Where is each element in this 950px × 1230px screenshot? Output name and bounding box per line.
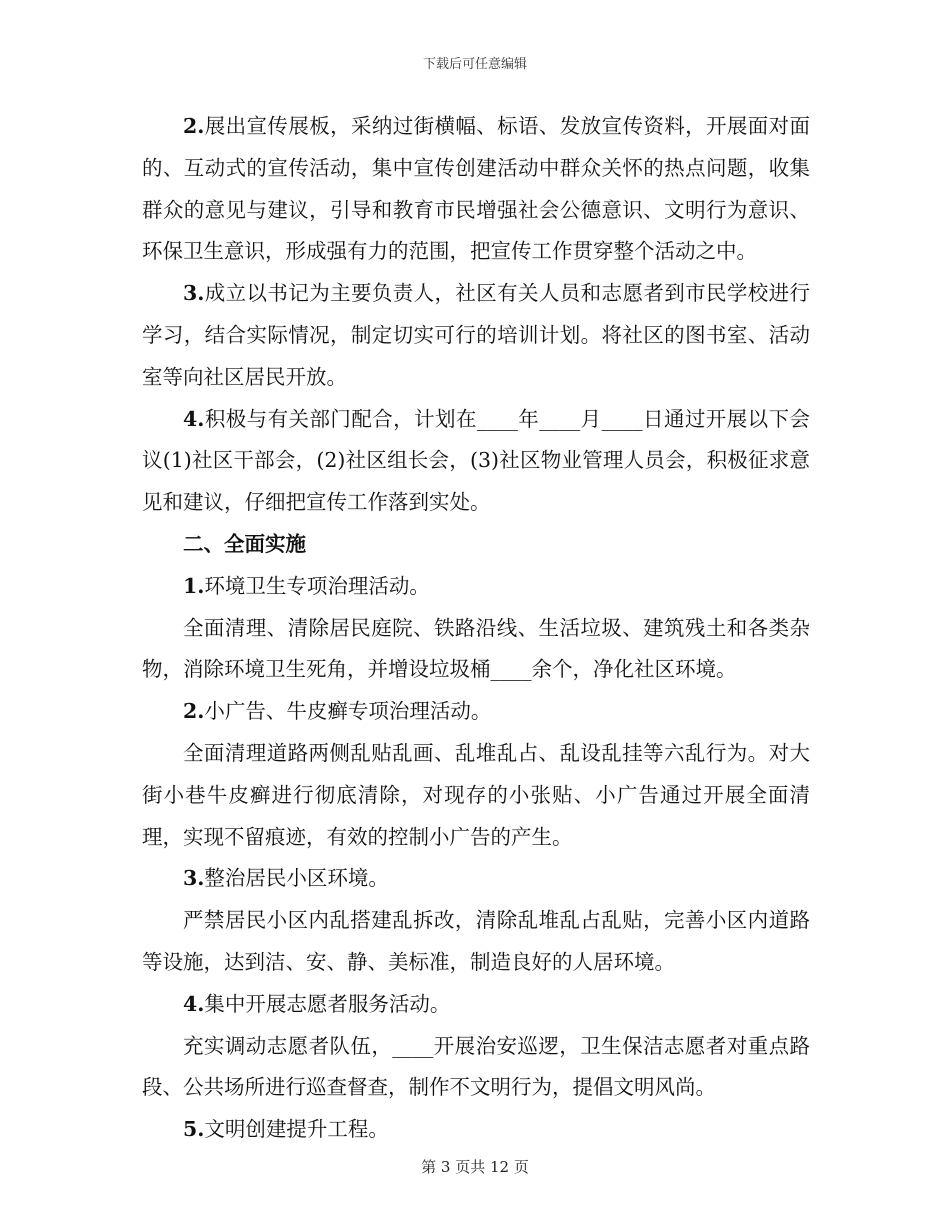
paragraph-text: 小广告、牛皮癣专项治理活动。 [204, 699, 492, 724]
item-number: 3. [183, 281, 205, 306]
page-footer: 第 3 页共 12 页 [421, 1158, 529, 1176]
item-number: 2. [183, 114, 205, 138]
paragraph-text: 整治居民小区环境。 [204, 866, 389, 891]
paragraph-2 [142, 106, 810, 273]
subsection-1-body: 全面清理、清除居民庭院、铁路沿线、生活垃圾、建筑残土和各类杂物，消除环境卫生死角，并增设垃圾桶____余个，净化社区环境。 [142, 615, 810, 682]
subsection-3-title [142, 858, 810, 900]
subsection-2-title [142, 691, 810, 733]
item-number: 2. [183, 699, 205, 724]
item-number: 1. [183, 573, 205, 598]
paragraph-4 [142, 399, 810, 524]
item-number: 4. [183, 406, 205, 431]
item-number: 4. [183, 991, 205, 1016]
subsection-5-title [142, 1109, 810, 1151]
paragraph-text: 集中开展志愿者服务活动。 [204, 991, 451, 1016]
subsection-4-body: 充实调动志愿者队伍，____开展治安巡逻，卫生保洁志愿者对重点路段、公共场所进行巡查督查，制作不文明行为，提倡文明风尚。 [142, 1033, 810, 1100]
paragraph-text: 积极与有关部门配合，计划在____年____月____日通过开展以下会议(1)社区干部会，(2)社区组长会，(3)社区物业管理人员会，积极征求意见和建议，仔细把宣传工作落到实处。 [142, 406, 810, 515]
subsection-2-body: 全面清理道路两侧乱贴乱画、乱堆乱占、乱设乱挂等六乱行为。对大街小巷牛皮癣进行彻底清除，对现存的小张贴、小广告通过开展全面清理，实现不留痕迹，有效的控制小广告的产生。 [142, 740, 810, 849]
section-heading: 二、全面实施 [183, 531, 306, 556]
paragraph-text: 文明创建提升工程。 [204, 1117, 389, 1142]
page-header: 下载后可任意编辑 [422, 57, 527, 72]
subsection-4-title [142, 984, 810, 1026]
document-body [142, 106, 810, 1151]
item-number: 5. [183, 1117, 205, 1142]
subsection-3-body: 严禁居民小区内乱搭建乱拆改，清除乱堆乱占乱贴，完善小区内道路等设施，达到洁、安、静、美标准，制造良好的人居环境。 [142, 908, 810, 974]
paragraph-text: 成立以书记为主要负责人，社区有关人员和志愿者到市民学校进行学习，结合实际情况，制定切实可行的培训计划。将社区的图书室、活动室等向社区居民开放。 [142, 281, 810, 389]
paragraph-text: 展出宣传展板，采纳过街横幅、标语、发放宣传资料，开展面对面的、互动式的宣传活动，集中宣传创建活动中群众关怀的热点问题，收集群众的意见与建议，引导和教育市民增强社会公德意识、文明行为意识、环保卫生意识，形成强有力的范围，把宣传工作贯穿整个活动之中。 [142, 114, 810, 264]
subsection-1-title [142, 566, 810, 608]
paragraph-3 [142, 273, 810, 398]
paragraph-text: 环境卫生专项治理活动。 [204, 573, 430, 598]
item-number: 3. [183, 866, 205, 891]
